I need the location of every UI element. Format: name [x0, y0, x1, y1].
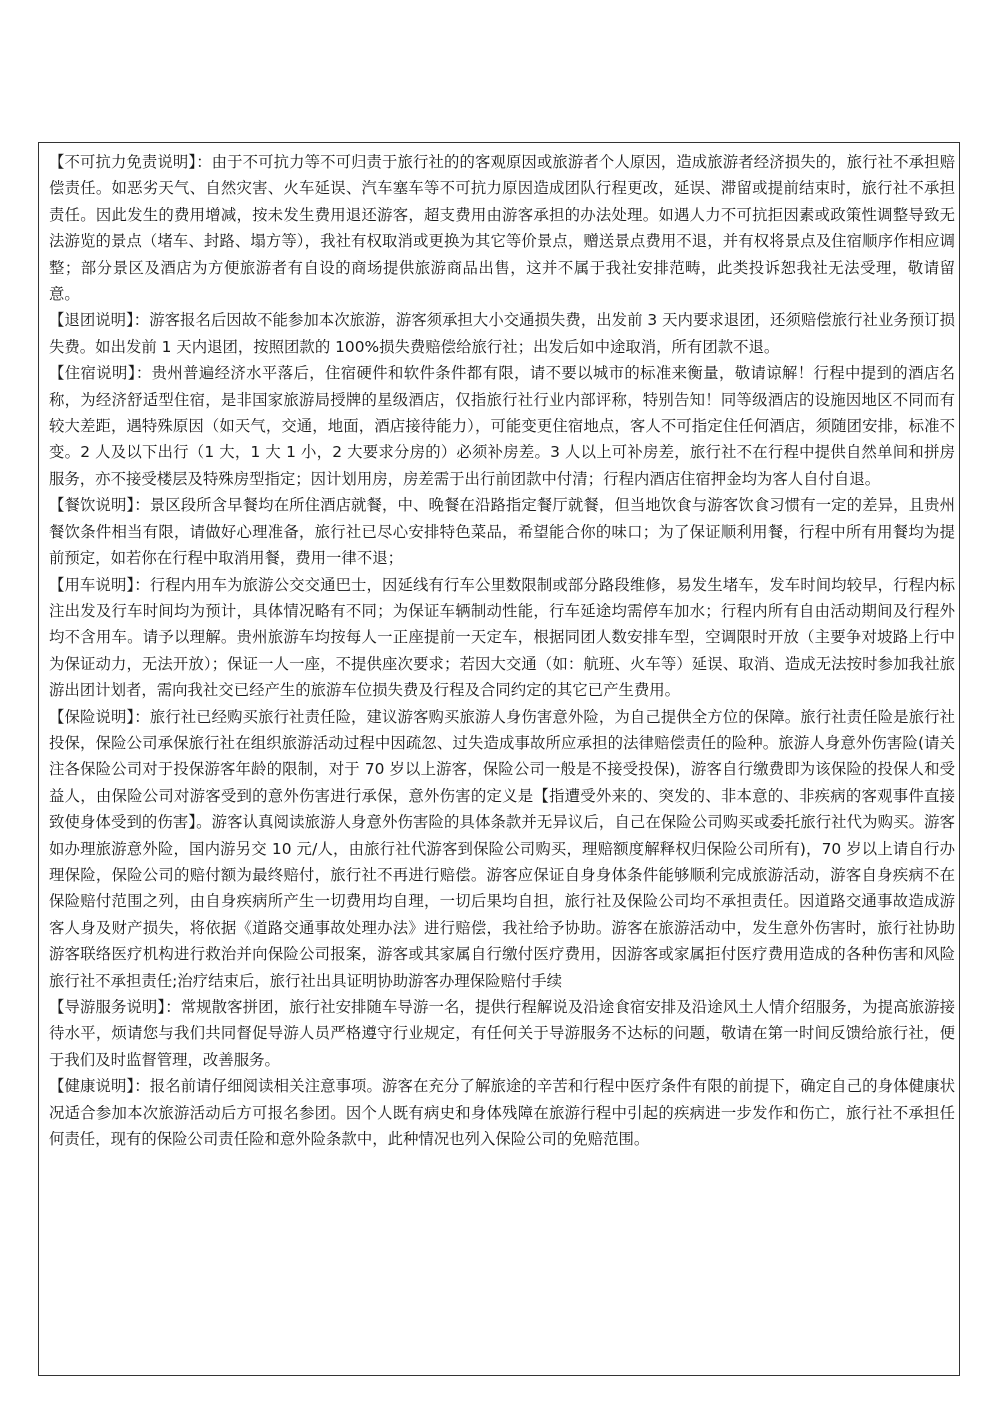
- notice-document-box: [38, 142, 960, 1376]
- section-cancellation: [49, 307, 955, 360]
- section-dining: [49, 492, 955, 571]
- section-vehicle: [49, 572, 955, 704]
- section-force-majeure: [49, 149, 955, 307]
- section-body: ：行程内用车为旅游公交交通巴士，因延线有行车公里数限制或部分路段维修，易发生堵车，发车时间均较早，行程内标注出发及行车时间均为预计，具体情况略有不同；为保证车辆制动性能，行车延途均需停车加水；行程内所有自由活动期间及行程外均不含用车。请予以理解。贵州旅游车均按每人一正座提前一天定车，根据同团人数安排车型，空调限时开放（主要争对坡路上行中为保证动力，无法开放）；保证一人一座，不提供座次要求；若因大交通（如：航班、火车等）延误、取消、造成无法按时参加我社旅游出团计划者，需向我社交已经产生的旅游车位损失费及行程及合同约定的其它已产生费用。: [49, 575, 955, 700]
- section-heading: 【导游服务说明】: [49, 998, 166, 1016]
- section-body: ：游客报名后因故不能参加本次旅游，游客须承担大小交通损失费，出发前 3 天内要求退团，还须赔偿旅行社业务预订损失费。如出发前 1 天内退团，按照团款的 100%损失费赔偿给旅行社；出发后如中途取消，所有团款不退。: [49, 311, 955, 356]
- section-heading: 【住宿说明】: [49, 364, 136, 383]
- section-body: ：常规散客拼团，旅行社安排随车导游一名，提供行程解说及沿途食宿安排及沿途风土人情介绍服务，为提高旅游接待水平，烦请您与我们共同督促导游人员严格遵守行业规定，有任何关于导游服务不达标的问题，敬请在第一时间反馈给旅行社，便于我们及时监督管理，改善服务。: [49, 998, 955, 1069]
- section-heading: 【健康说明】: [49, 1077, 135, 1096]
- section-guide-service: [49, 994, 955, 1073]
- section-body: ：报名前请仔细阅读相关注意事项。游客在充分了解旅途的辛苦和行程中医疗条件有限的前提下，确定自己的身体健康状况适合参加本次旅游活动后方可报名参团。因个人既有病史和身体残障在旅游行程中引起的疾病进一步发作和伤亡，旅行社不承担任何责任，现有的保险公司责任险和意外险条款中，此种情况也列入保险公司的免赔范围。: [49, 1077, 955, 1149]
- section-accommodation: [49, 360, 955, 492]
- section-heading: 【用车说明】: [49, 575, 135, 594]
- section-heading: 【保险说明】: [49, 707, 135, 726]
- section-heading: 【退团说明】: [49, 311, 134, 330]
- section-body: ：贵州普遍经济水平落后，住宿硬件和软件条件都有限，请不要以城市的标准来衡量，敬请谅解！行程中提到的酒店名称，为经济舒适型住宿，是非国家旅游局授牌的星级酒店，仅指旅行社行业内部评称，特别告知！同等级酒店的设施因地区不同而有较大差距，遇特殊原因（如天气，交通，地面，酒店接待能力），可能变更住宿地点，客人不可指定住任何酒店，须随团安排，标准不变。2 人及以下出行（1 大，1 大 1 小，2 大要求分房的）必须补房差。3 人以上可补房差，旅行社不在行程中提供自然单间和拼房服务，亦不接受楼层及特殊房型指定；因计划用房，房差需于出行前团款中付清；行程内酒店住宿押金均为客人自付自退。: [49, 364, 955, 488]
- section-body: ：景区段所含早餐均在所住酒店就餐，中、晚餐在沿路指定餐厅就餐，但当地饮食与游客饮食习惯有一定的差异，且贵州餐饮条件相当有限，请做好心理准备，旅行社已尽心安排特色菜品，希望能合你的味口；为了保证顺利用餐，行程中所有用餐均为提前预定，如若你在行程中取消用餐，费用一律不退；: [49, 496, 955, 568]
- section-body: ：旅行社已经购买旅行社责任险，建议游客购买旅游人身伤害意外险，为自己提供全方位的保障。旅行社责任险是旅行社投保，保险公司承保旅行社在组织旅游活动过程中因疏忽、过失造成事故所应承担的法律赔偿责任的险种。旅游人身意外伤害险(请关注各保险公司对于投保游客年龄的限制，对于 70 岁以上游客，保险公司一般是不接受投保)，游客自行缴费即为该保险的投保人和受益人，由保险公司对游客受到的意外伤害进行承保，意外伤害的定义是【指遭受外来的、突发的、非本意的、非疾病的客观事件直接致使身体受到的伤害】。游客认真阅读旅游人身意外伤害险的具体条款并无异议后，自己在保险公司购买或委托旅行社代为购买。游客如办理旅游意外险，国内游另交 10 元/人，由旅行社代游客到保险公司购买，理赔额度解释权归保险公司所有)，70 岁以上请自行办理保险，保险公司的赔付额为最终赔付，旅行社不再进行赔偿。游客应保证自身身体条件能够顺利完成旅游活动，游客自身疾病不在保险赔付范围之列，由自身疾病所产生一切费用均自理，一切后果均自担，旅行社及保险公司均不承担责任。因道路交通事故造成游客人身及财产损失，将依据《道路交通事故处理办法》进行赔偿，我社给予协助。游客在旅游活动中，发生意外伤害时，旅行社协助游客联络医疗机构进行救治并向保险公司报案，游客或其家属自行缴付医疗费用，因游客或家属拒付医疗费用造成的各种伤害和风险旅行社不承担责任;治疗结束后，旅行社出具证明协助游客办理保险赔付手续: [49, 707, 955, 990]
- section-health: [49, 1073, 955, 1152]
- section-body: ：由于不可抗力等不可归责于旅行社的的客观原因或旅游者个人原因，造成旅游者经济损失的，旅行社不承担赔偿责任。如恶劣天气、自然灾害、火车延误、汽车塞车等不可抗力原因造成团队行程更改，延误、滞留或提前结束时，旅行社不承担责任。因此发生的费用增减，按未发生费用退还游客，超支费用由游客承担的办法处理。如遇人力不可抗拒因素或政策性调整导致无法游览的景点（堵车、封路、塌方等），我社有权取消或更换为其它等价景点，赠送景点费用不退，并有权将景点及住宿顺序作相应调整；部分景区及酒店为方便旅游者有自设的商场提供旅游商品出售，这并不属于我社安排范畴，此类投诉恕我社无法受理，敬请留意。: [49, 153, 955, 304]
- section-heading: 【不可抗力免责说明】: [49, 153, 197, 171]
- section-insurance: [49, 704, 955, 994]
- section-heading: 【餐饮说明】: [49, 496, 135, 515]
